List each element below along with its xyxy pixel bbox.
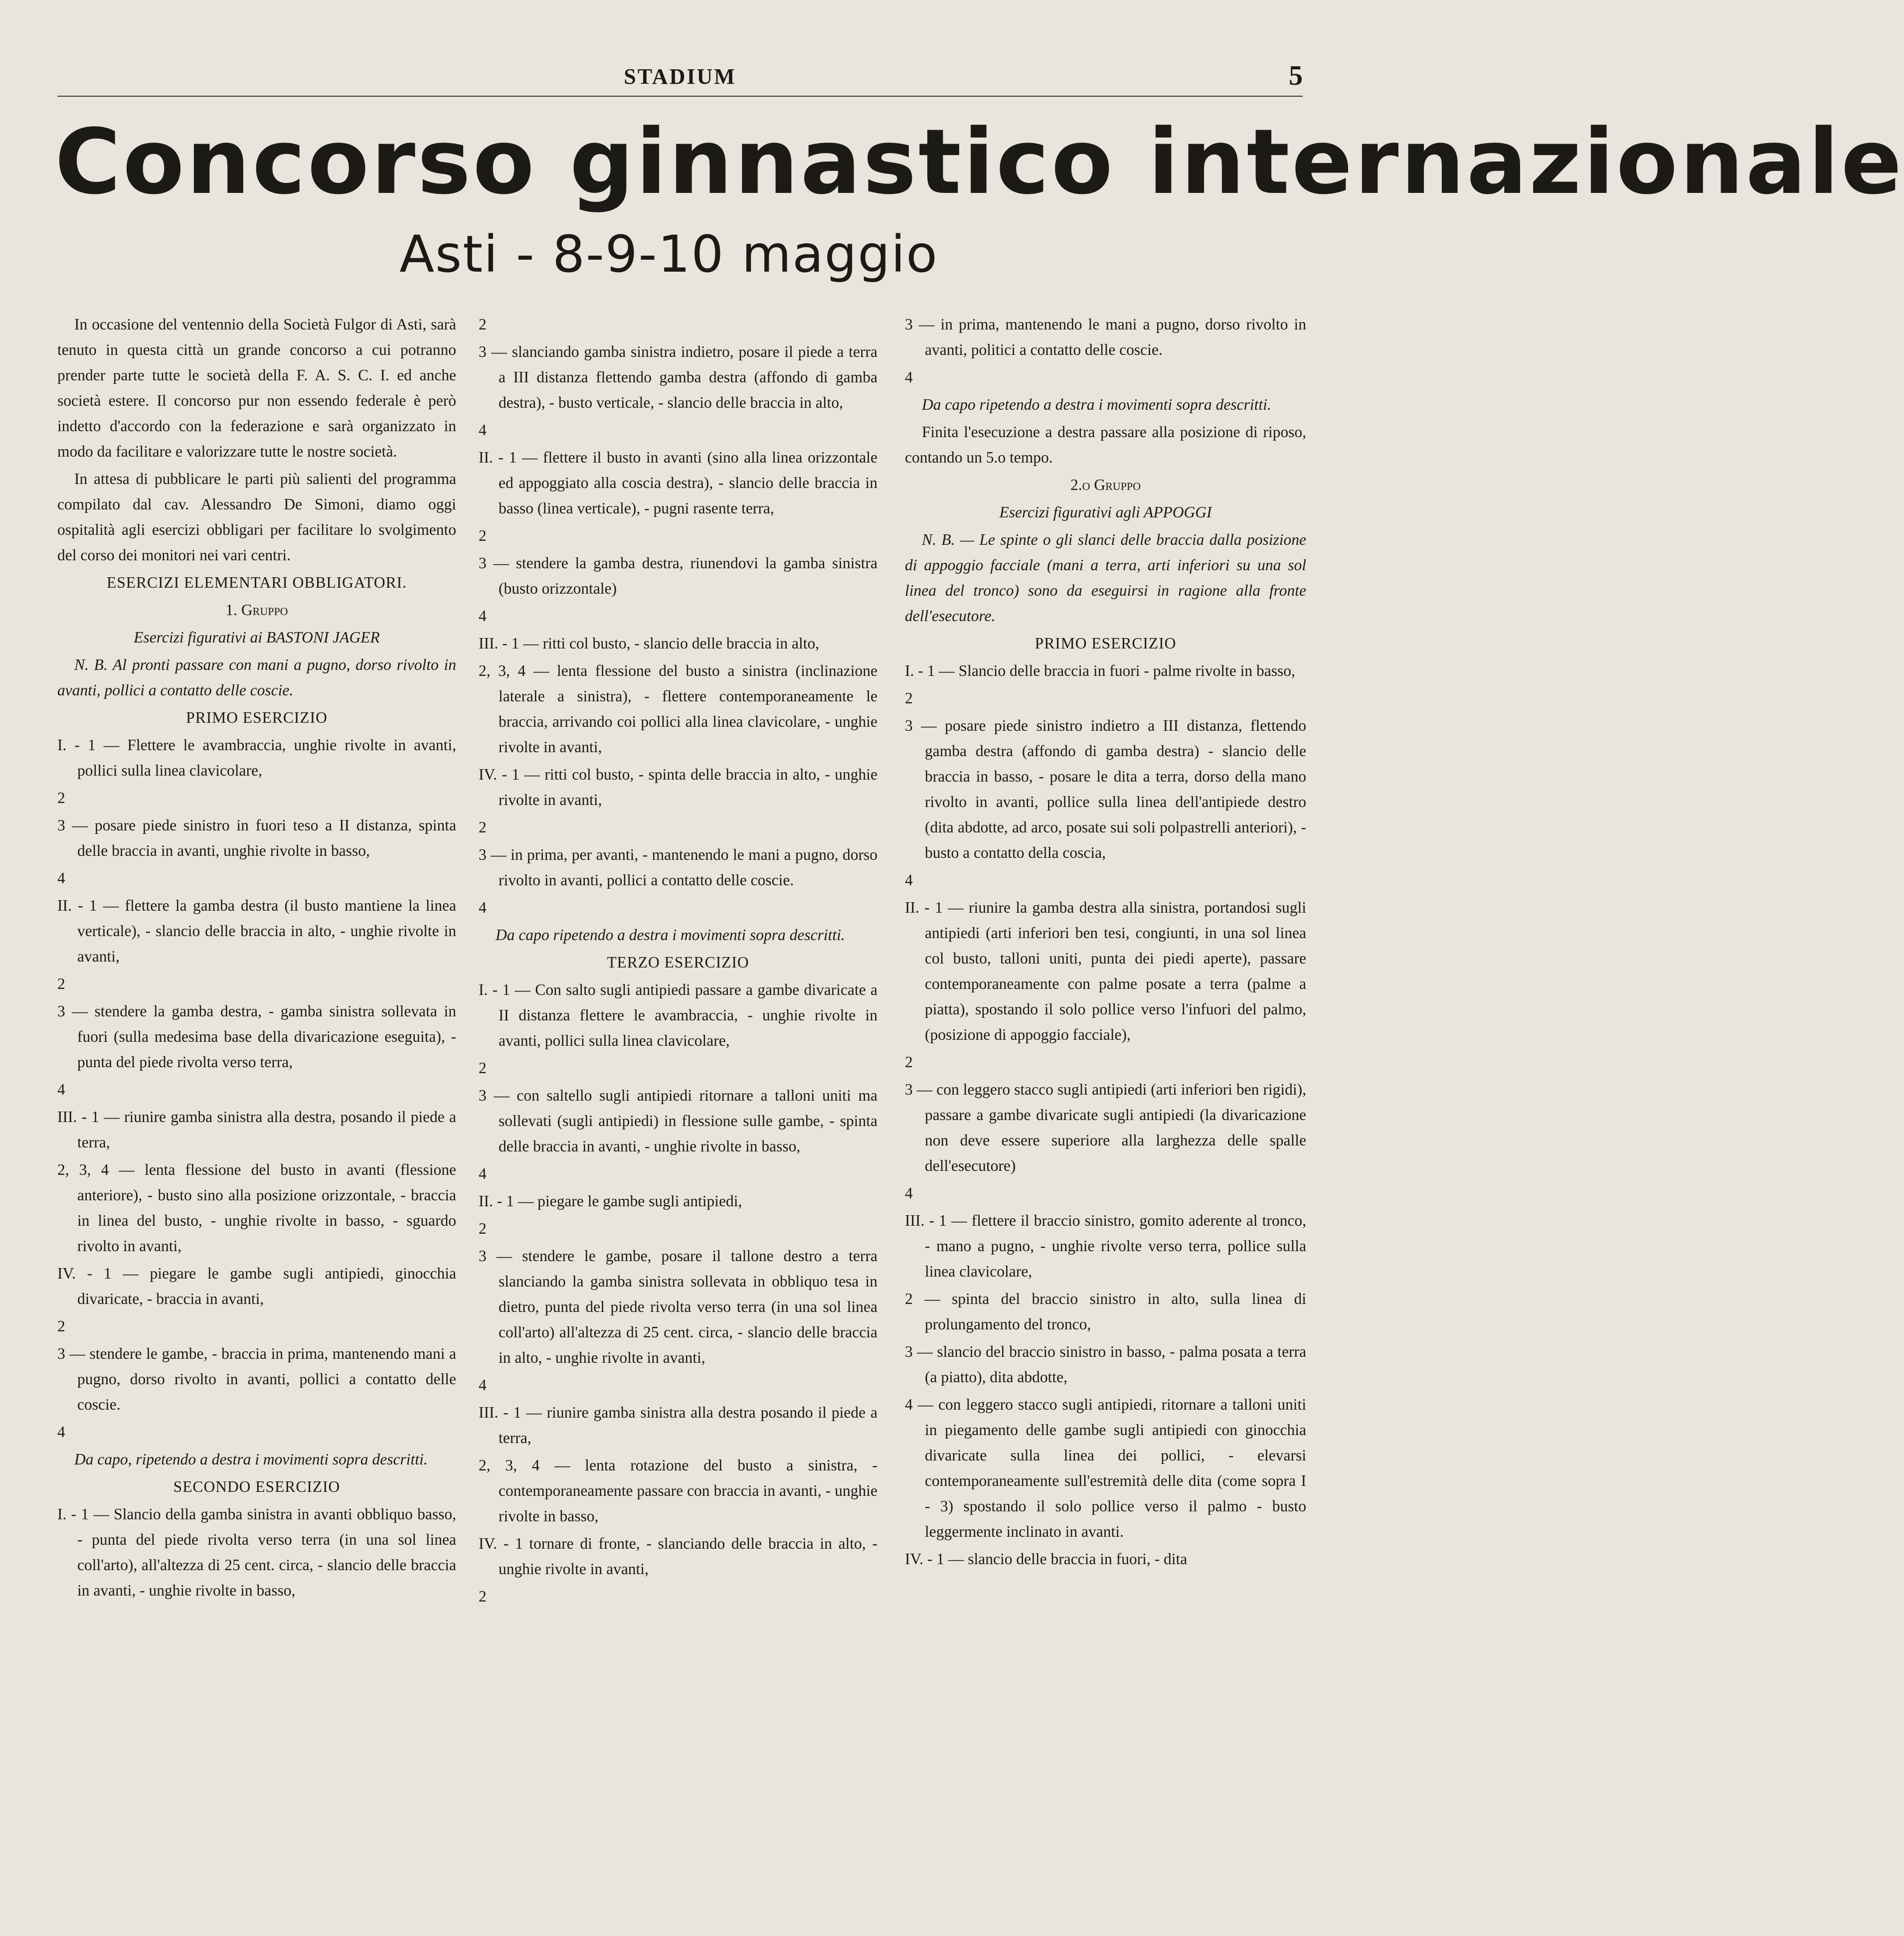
exercise-step: II. - 1 — riunire la gamba destra alla sinistra, portandosi sugli antipiedi (arti inferiori ben tesi, congiunti, in una sol linea col busto, talloni uniti, punta dei piedi aperte), passare contemporaneamente con palme posate a terra (palme a piatta), spostando il solo pollice verso l'infuori del palmo, (posizione di appoggio facciale),: [905, 899, 1306, 1043]
exercise-step: 3 — posare piede sinistro in fuori teso a II distanza, spinta delle braccia in avanti, unghie rivolte in basso,: [57, 816, 456, 859]
exercise-step: II. - 1 — flettere la gamba destra (il busto mantiene la linea verticale), - slancio delle braccia in alto, - unghie rivolte in avanti,: [57, 897, 456, 965]
exercise-step: 3 — posare piede sinistro indietro a III distanza, flettendo gamba destra (affondo di gamba destra) - slancio delle braccia in basso, - posare le dita a terra, dorso della mano rivolto in avanti, pollice sulla linea dell'antipiede destro (dita abdotte, ad arco, posate sui soli polpastrelli anteriori), - busto a contatto della coscia,: [905, 717, 1306, 861]
count-number: 2: [479, 1588, 487, 1605]
count-number: 4: [905, 368, 913, 386]
exercise-step: I. - 1 — Slancio della gamba sinistra in avanti obbliquo basso, - punta del piede rivolta verso terra (in una sol linea coll'arto), all'altezza di 25 cent. circa, - slancio delle braccia in avanti, - unghie rivolte in basso,: [57, 1505, 456, 1599]
group-heading: 2.o Gruppo: [1070, 476, 1141, 493]
repeat-note: Da capo ripetendo a destra i movimenti sopra descritti.: [922, 396, 1271, 413]
page-number: 5: [1289, 60, 1303, 91]
section-heading: ESERCIZI ELEMENTARI OBBLIGATORI.: [107, 574, 407, 591]
count-number: 4: [905, 871, 913, 889]
nota-bene: N. B. — Le spinte o gli slanci delle braccia dalla posizione di appoggio facciale (mani a terra, arti inferiori su una sol linea del tronco) sono da eseguirsi in ragione alla fronte dell'esecutore.: [905, 531, 1306, 625]
exercise-heading: TERZO ESERCIZIO: [607, 954, 749, 971]
text-column-2: [479, 312, 877, 1611]
exercise-step: IV. - 1 — slancio delle braccia in fuori, - dita: [905, 1550, 1188, 1568]
exercise-step: IV. - 1 tornare di fronte, - slanciando delle braccia in alto, - unghie rivolte in avanti,: [479, 1535, 877, 1578]
exercise-step: II. - 1 — flettere il busto in avanti (sino alla linea orizzontale ed appoggiato alla coscia destra), - slancio delle braccia in basso (linea verticale), - pugni rasente terra,: [479, 449, 877, 517]
exercise-step: III. - 1 — flettere il braccio sinistro, gomito aderente al tronco, - mano a pugno, - unghie rivolte verso terra, pollice sulla linea clavicolare,: [905, 1212, 1306, 1280]
count-number: 2: [479, 1059, 487, 1077]
header-rule: [57, 96, 1303, 97]
count-number: 4: [905, 1184, 913, 1202]
repeat-note: Da capo ripetendo a destra i movimenti sopra descritti.: [496, 926, 845, 944]
count-number: 4: [479, 1376, 487, 1394]
exercise-step: 3 — con leggero stacco sugli antipiedi (arti inferiori ben rigidi), passare a gambe divaricate sugli antipiedi (la divaricazione non deve essere superiore alla larghezza delle spalle dell'esecutore): [905, 1081, 1306, 1174]
closing-note: Finita l'esecuzione a destra passare alla posizione di riposo, contando un 5.o tempo.: [905, 423, 1306, 466]
count-number: 2: [57, 975, 65, 992]
group-subheading: Esercizi figurativi agli APPOGGI: [999, 503, 1212, 521]
count-number: 4: [479, 421, 487, 439]
article-title: Concorso ginnastico internazionale: [55, 110, 1904, 214]
exercise-step: I. - 1 — Slancio delle braccia in fuori - palme rivolte in basso,: [905, 662, 1295, 679]
exercise-step: 3 — slanciando gamba sinistra indietro, posare il piede a terra a III distanza flettendo gamba destra (affondo di gamba destra), - busto verticale, - slancio delle braccia in alto,: [479, 343, 877, 411]
exercise-step: III. - 1 — riunire gamba sinistra alla destra posando il piede a terra,: [479, 1404, 877, 1447]
group-subheading: Esercizi figurativi ai BASTONI JAGER: [134, 629, 380, 646]
exercise-step: 3 — stendere la gamba destra, - gamba sinistra sollevata in fuori (sulla medesima base della divaricazione eseguita), - punta del piede rivolta verso terra,: [57, 1002, 456, 1071]
exercise-step: 2, 3, 4 — lenta flessione del busto a sinistra (inclinazione laterale a sinistra), - flettere contemporaneamente le braccia, arrivando coi pollici alla linea clavicolare, - unghie rivolte in avanti,: [479, 662, 877, 756]
count-number: 2: [57, 1317, 65, 1335]
exercise-step: 3 — in prima, per avanti, - mantenendo le mani a pugno, dorso rivolto in avanti, pollici a contatto delle coscie.: [479, 846, 877, 889]
group-heading: 1. Gruppo: [225, 601, 288, 619]
count-number: 2: [905, 1053, 913, 1071]
exercise-step: I. - 1 — Con salto sugli antipiedi passare a gambe divaricate a II distanza flettere le avambraccia, - unghie rivolte in avanti, pollici sulla linea clavicolare,: [479, 981, 877, 1049]
exercise-step: 3 — con saltello sugli antipiedi ritornare a talloni uniti ma sollevati (sugli antipiedi) in flessione sulle gambe, - spinta delle braccia in avanti, - unghie rivolte in basso,: [479, 1087, 877, 1155]
count-number: 4: [479, 607, 487, 625]
running-title: STADIUM: [624, 64, 736, 89]
text-column-3: [905, 312, 1306, 1574]
count-number: 4: [57, 1081, 65, 1098]
count-number: 4: [479, 899, 487, 916]
intro-paragraph-2: In attesa di pubblicare le parti più salienti del programma compilato dal cav. Alessandro De Simoni, diamo oggi ospitalità agli esercizi obbligari per facilitare lo svolgimento del corso dei monitori nei vari centri.: [57, 470, 456, 564]
exercise-step: 4 — con leggero stacco sugli antipiedi, ritornare a talloni uniti in piegamento delle gambe sugli antipiedi con ginocchia divaricate sulla linea dei pollici, - elevarsi contemporaneamente sull'estremità delle dita (come sopra I - 3) spostando il solo pollice verso il palmo - busto leggermente inclinato in avanti.: [905, 1396, 1306, 1540]
exercise-step: 2, 3, 4 — lenta rotazione del busto a sinistra, - contemporaneamente passare con braccia in avanti, - unghie rivolte in basso,: [479, 1456, 877, 1525]
count-number: 4: [57, 869, 65, 887]
count-number: 2: [479, 818, 487, 836]
text-column-1: [57, 312, 456, 1605]
count-number: 4: [57, 1423, 65, 1441]
count-number: 2: [479, 316, 487, 333]
count-number: 2: [57, 789, 65, 807]
exercise-step: 2, 3, 4 — lenta flessione del busto in avanti (flessione anteriore), - busto sino alla posizione orizzontale, - braccia in linea del busto, - unghie rivolte in basso, - sguardo rivolto in avanti,: [57, 1161, 456, 1255]
exercise-step: III. - 1 — ritti col busto, - slancio delle braccia in alto,: [479, 635, 820, 652]
nota-bene: N. B. Al pronti passare con mani a pugno, dorso rivolto in avanti, pollici a contatto delle coscie.: [57, 656, 456, 699]
exercise-step: I. - 1 — Flettere le avambraccia, unghie rivolte in avanti, pollici sulla linea clavicolare,: [57, 736, 456, 779]
exercise-step: 3 — stendere le gambe, - braccia in prima, mantenendo mani a pugno, dorso rivolto in avanti, pollici a contatto delle coscie.: [57, 1345, 456, 1413]
exercise-step: IV. - 1 — ritti col busto, - spinta delle braccia in alto, - unghie rivolte in avanti,: [479, 766, 877, 808]
exercise-step: IV. - 1 — piegare le gambe sugli antipiedi, ginocchia divaricate, - braccia in avanti,: [57, 1265, 456, 1307]
count-number: 2: [479, 1220, 487, 1237]
exercise-step: III. - 1 — riunire gamba sinistra alla destra, posando il piede a terra,: [57, 1108, 456, 1151]
exercise-step: II. - 1 — piegare le gambe sugli antipiedi,: [479, 1192, 742, 1210]
intro-paragraph: In occasione del ventennio della Società Fulgor di Asti, sarà tenuto in questa città un grande concorso a cui potranno prender parte tutte le società della F. A. S. C. I. ed anche società estere. Il concorso pur non essendo federale è però indetto d'accordo con la federazione e sarà organizzato in modo da facilitare e valorizzare tutte le nostre società.: [57, 316, 456, 460]
exercise-heading: PRIMO ESERCIZIO: [1035, 635, 1177, 652]
exercise-heading: PRIMO ESERCIZIO: [186, 709, 328, 726]
exercise-step: 3 — stendere la gamba destra, riunendovi la gamba sinistra (busto orizzontale): [479, 554, 877, 597]
exercise-step: 3 — stendere le gambe, posare il tallone destro a terra slanciando la gamba sinistra sollevata in obbliquo tesa in dietro, punta del piede rivolta verso terra (in una sol linea coll'arto) all'altezza di 25 cent. circa, - slancio delle braccia in alto, - unghie rivolte in avanti,: [479, 1247, 877, 1366]
exercise-step: 2 — spinta del braccio sinistro in alto, sulla linea di prolungamento del tronco,: [905, 1290, 1306, 1333]
exercise-heading: SECONDO ESERCIZIO: [173, 1478, 341, 1495]
article-subtitle: Asti - 8-9-10 maggio: [399, 225, 938, 284]
exercise-step: 3 — in prima, mantenendo le mani a pugno, dorso rivolto in avanti, politici a contatto delle coscie.: [905, 316, 1306, 358]
page-header: [57, 59, 1303, 99]
exercise-step: 3 — slancio del braccio sinistro in basso, - palma posata a terra (a piatto), dita abdotte,: [905, 1343, 1306, 1386]
repeat-note: Da capo, ripetendo a destra i movimenti sopra descritti.: [74, 1451, 428, 1468]
count-number: 2: [905, 689, 913, 707]
count-number: 2: [479, 527, 487, 544]
count-number: 4: [479, 1165, 487, 1182]
